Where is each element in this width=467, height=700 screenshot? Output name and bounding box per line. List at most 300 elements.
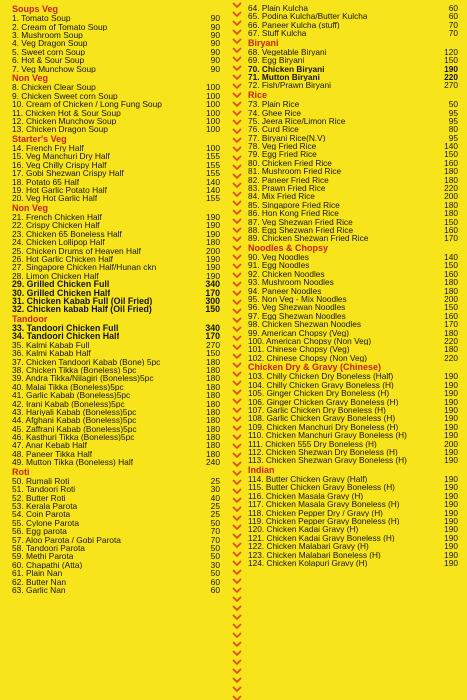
menu-item bbox=[248, 389, 458, 397]
menu-item-name: 66. Paneer Kulcha (stuff) bbox=[248, 20, 340, 30]
menu-item-name: 81. Mushroom Fried Rice bbox=[248, 167, 342, 176]
menu-item bbox=[12, 391, 220, 399]
menu-item-name: 54. Coin Parota bbox=[12, 510, 71, 519]
menu-item bbox=[248, 509, 458, 517]
menu-item bbox=[12, 144, 220, 152]
menu-item-price: 120 bbox=[444, 46, 458, 57]
menu-item bbox=[12, 194, 220, 202]
menu-item-name: 29. Grilled Chicken Full bbox=[12, 280, 110, 289]
menu-item bbox=[12, 152, 220, 160]
menu-item bbox=[12, 349, 220, 357]
menu-item-price: 90 bbox=[210, 30, 220, 41]
menu-item bbox=[12, 83, 220, 91]
menu-item-name: 118. Chicken Pepper Dry / Gravy (H) bbox=[248, 508, 383, 517]
menu-item bbox=[12, 519, 220, 527]
menu-item bbox=[12, 510, 220, 518]
menu-item-name: 92. Chicken Noodles bbox=[248, 269, 325, 279]
menu-item-name: 79. Egg Fried Rice bbox=[248, 150, 317, 159]
menu-item-price: 95 bbox=[448, 115, 458, 126]
menu-item-name: 58. Tandoori Parota bbox=[12, 544, 85, 553]
menu-item bbox=[248, 65, 458, 73]
menu-item-price: 30 bbox=[210, 484, 220, 495]
menu-item-name: 83. Prawn Fried Rice bbox=[248, 184, 326, 193]
menu-item bbox=[12, 100, 220, 108]
menu-item-price: 160 bbox=[444, 310, 458, 321]
menu-item-name: 75. Jeera Rice/Limon Rice bbox=[248, 116, 346, 126]
menu-item bbox=[12, 358, 220, 366]
menu-item-price: 190 bbox=[444, 482, 458, 493]
menu-item-name: 80. Chicken Fried Rice bbox=[248, 158, 332, 168]
menu-item-price: 95 bbox=[448, 132, 458, 143]
section-heading: Non Veg bbox=[12, 73, 49, 84]
menu-item-price: 95 bbox=[448, 107, 458, 118]
menu-item bbox=[248, 517, 458, 525]
menu-item bbox=[248, 559, 458, 567]
menu-item bbox=[248, 483, 458, 491]
menu-item-price: 150 bbox=[205, 304, 220, 315]
menu-item bbox=[248, 192, 458, 200]
menu-item-name: 107. Garlic Chicken Dry Boneless (H) bbox=[248, 405, 386, 415]
menu-item-price: 190 bbox=[444, 421, 458, 432]
menu-item-name: 27. Singapore Chicken Half/Hunan ckn bbox=[12, 263, 157, 272]
menu-item-price: 180 bbox=[444, 174, 458, 185]
menu-item-name: 73. Plain Rice bbox=[248, 100, 300, 109]
menu-item-price: 180 bbox=[206, 406, 220, 417]
menu-item-name: 18. Potato 65 Half bbox=[12, 177, 80, 186]
menu-item-price: 190 bbox=[444, 63, 458, 74]
menu-item-price: 170 bbox=[205, 331, 220, 342]
menu-item bbox=[12, 578, 220, 586]
menu-item bbox=[248, 448, 458, 456]
menu-item bbox=[12, 425, 220, 433]
menu-item-name: 63. Garlic Nan bbox=[12, 586, 66, 595]
menu-item-price: 90 bbox=[210, 13, 220, 24]
menu-item-price: 190 bbox=[444, 507, 458, 518]
menu-item-name: 113. Chicken Shezwan Gravy Boneless (H) bbox=[248, 456, 407, 465]
menu-item-price: 300 bbox=[205, 295, 220, 306]
menu-item-name: 6. Hot & Sour Soup bbox=[12, 56, 85, 65]
menu-item-name: 100. American Chopsy (Non Veg) bbox=[248, 336, 372, 346]
menu-item bbox=[248, 261, 458, 269]
menu-item bbox=[248, 73, 458, 81]
menu-item-name: 16. Veg Chilly Crispy Half bbox=[12, 160, 107, 170]
menu-item bbox=[248, 253, 458, 261]
menu-item bbox=[12, 178, 220, 186]
menu-item-price: 220 bbox=[444, 352, 458, 363]
section-heading: Biryani bbox=[248, 37, 279, 48]
menu-item bbox=[248, 176, 458, 184]
menu-item-name: 37. Chicken Tandoori Kabab (Bone) 5pc bbox=[12, 357, 161, 366]
menu-item-name: 57. Aloo Parota / Gobi Parota bbox=[12, 535, 121, 545]
menu-item-name: 34. Tandoori Chicken Half bbox=[12, 332, 120, 341]
menu-item-price: 190 bbox=[444, 446, 458, 457]
menu-item-name: 101. Chinese Chopsy (Veg) bbox=[248, 345, 350, 354]
menu-item-price: 200 bbox=[444, 191, 458, 202]
menu-item-price: 190 bbox=[444, 413, 458, 424]
menu-item-name: 33. Tandoori Chicken Full bbox=[12, 323, 119, 333]
menu-item-price: 40 bbox=[210, 492, 220, 503]
menu-item-price: 180 bbox=[444, 277, 458, 288]
menu-item-price: 180 bbox=[206, 381, 220, 392]
menu-item-price: 190 bbox=[444, 549, 458, 560]
chevron-divider bbox=[230, 0, 244, 700]
menu-item-name: 21. French Chicken Half bbox=[12, 213, 102, 222]
menu-item bbox=[248, 372, 458, 380]
menu-item bbox=[12, 586, 220, 594]
menu-item bbox=[12, 169, 220, 177]
menu-item-price: 190 bbox=[444, 371, 458, 382]
menu-item-price: 190 bbox=[206, 228, 220, 239]
menu-item-name: 8. Chicken Clear Soup bbox=[12, 83, 96, 92]
menu-item-name: 94. Paneer Noodles bbox=[248, 286, 322, 295]
menu-item-price: 180 bbox=[206, 390, 220, 401]
menu-item-price: 180 bbox=[206, 432, 220, 443]
menu-item-name: 19. Hot Garlic Potato Half bbox=[12, 185, 107, 195]
menu-item-name: 72. Fish/Prawn Biryani bbox=[248, 81, 332, 90]
menu-item-name: 71. Mutton Biryani bbox=[248, 73, 320, 82]
menu-item-price: 180 bbox=[206, 448, 220, 459]
menu-item-price: 200 bbox=[444, 438, 458, 449]
section-heading: Noodles & Chopsy bbox=[248, 242, 329, 253]
menu-column-left bbox=[12, 4, 220, 594]
menu-item-price: 160 bbox=[444, 224, 458, 235]
menu-item bbox=[248, 551, 458, 559]
menu-item bbox=[12, 247, 220, 255]
menu-item bbox=[12, 324, 220, 332]
menu-item-price: 190 bbox=[444, 499, 458, 510]
menu-item-price: 70 bbox=[448, 19, 458, 30]
menu-item-name: 93. Mushroom Noodles bbox=[248, 278, 334, 287]
menu-item-name: 9. Chicken Sweet corn Soup bbox=[12, 91, 118, 101]
menu-item-price: 160 bbox=[444, 268, 458, 279]
menu-item-price: 190 bbox=[206, 220, 220, 231]
menu-item-name: 44. Afghani Kabab (Boneless)5pc bbox=[12, 416, 137, 425]
menu-item bbox=[12, 297, 220, 305]
menu-item bbox=[12, 366, 220, 374]
menu-item-name: 67. Stuff Kulcha bbox=[248, 29, 307, 38]
menu-item-name: 49. Mutton Tikka (Boneless) Half bbox=[12, 458, 134, 467]
menu-item-name: 31. Chicken Kabab Full (Oil Fried) bbox=[12, 296, 153, 306]
menu-item-price: 60 bbox=[448, 11, 458, 22]
menu-item bbox=[12, 263, 220, 271]
menu-item-price: 170 bbox=[444, 233, 458, 244]
section-heading: Indian bbox=[248, 464, 275, 475]
menu-item-price: 100 bbox=[206, 90, 220, 101]
menu-item-price: 100 bbox=[206, 124, 220, 135]
menu-item bbox=[12, 238, 220, 246]
menu-item-name: 112. Chicken Shezwan Dry Boneless (H) bbox=[248, 447, 398, 457]
menu-item bbox=[248, 234, 458, 242]
menu-item-name: 43. Hariyali Kabab (Boneless)5pc bbox=[12, 407, 137, 417]
menu-item-name: 10. Cream of Chicken / Long Fung Soup bbox=[12, 100, 162, 109]
menu-item-price: 220 bbox=[444, 335, 458, 346]
menu-item-price: 180 bbox=[444, 327, 458, 338]
menu-item-price: 190 bbox=[444, 388, 458, 399]
menu-item-name: 53. Kerala Parota bbox=[12, 502, 78, 511]
menu-item-name: 69. Egg Biryani bbox=[248, 56, 305, 65]
menu-item-price: 160 bbox=[444, 157, 458, 168]
menu-item-price: 90 bbox=[210, 38, 220, 49]
menu-item bbox=[248, 542, 458, 550]
menu-item bbox=[248, 337, 458, 345]
menu-item-name: 111. Chicken 555 Dry Boneless (H) bbox=[248, 439, 377, 448]
menu-item-name: 5. Sweet corn Soup bbox=[12, 47, 86, 57]
menu-item-price: 170 bbox=[205, 287, 220, 298]
menu-item-price: 155 bbox=[206, 193, 220, 204]
menu-item-price: 90 bbox=[210, 63, 220, 74]
menu-item-name: 35. Kalmi Kabab Full bbox=[12, 340, 90, 350]
menu-item-name: 104. Chilly Chicken Gravy Boneless (H) bbox=[248, 380, 394, 390]
menu-item-name: 89. Chicken Shezwan Fried Rice bbox=[248, 234, 369, 243]
menu-item bbox=[248, 109, 458, 117]
menu-item bbox=[248, 218, 458, 226]
menu-item bbox=[248, 492, 458, 500]
menu-item-name: 117. Chicken Masala Gravy Boneless (H) bbox=[248, 500, 400, 509]
menu-item bbox=[248, 29, 458, 37]
menu-item-name: 48. Paneer Tikka Half bbox=[12, 449, 93, 459]
menu-item bbox=[12, 213, 220, 221]
menu-item-name: 105. Ginger Chicken Dry Boneless (H) bbox=[248, 389, 390, 398]
menu-item-price: 190 bbox=[444, 557, 458, 568]
menu-item-price: 140 bbox=[206, 176, 220, 187]
menu-item-price: 190 bbox=[444, 474, 458, 485]
menu-item-price: 100 bbox=[206, 142, 220, 153]
menu-item bbox=[12, 536, 220, 544]
menu-item-name: 64. Plain Kulcha bbox=[248, 4, 308, 13]
menu-item-price: 220 bbox=[444, 72, 458, 83]
menu-item-price: 190 bbox=[444, 455, 458, 466]
menu-item bbox=[12, 400, 220, 408]
menu-item bbox=[12, 416, 220, 424]
menu-item-name: 124. Chicken Kolapuri Gravy (H) bbox=[248, 558, 368, 568]
menu-item-price: 240 bbox=[206, 457, 220, 468]
menu-item-name: 114. Butter Chicken Gravy (Half) bbox=[248, 475, 368, 484]
menu-item-name: 91. Egg Noodles bbox=[248, 261, 310, 270]
menu-item-price: 150 bbox=[444, 302, 458, 313]
menu-item-price: 190 bbox=[444, 379, 458, 390]
menu-item-name: 38. Chicken Tikka (Boneless) 5pc bbox=[12, 365, 137, 375]
menu-item-name: 32. Chicken kabab Half (Oil Fried) bbox=[12, 305, 152, 314]
menu-item bbox=[12, 117, 220, 125]
menu-item-price: 150 bbox=[444, 260, 458, 271]
menu-item-name: 82. Paneer Fried Rice bbox=[248, 175, 329, 185]
menu-item bbox=[248, 381, 458, 389]
menu-item bbox=[12, 569, 220, 577]
menu-item-name: 95. Non Veg - Mix Noodles bbox=[248, 295, 347, 304]
menu-item bbox=[248, 184, 458, 192]
menu-item-price: 180 bbox=[206, 356, 220, 367]
menu-item-name: 13. Chicken Dragon Soup bbox=[12, 125, 108, 134]
menu-item-price: 340 bbox=[205, 322, 220, 333]
menu-item-name: 4. Veg Dragon Soup bbox=[12, 39, 88, 48]
menu-item bbox=[12, 527, 220, 535]
menu-item bbox=[12, 305, 220, 313]
menu-item-price: 70 bbox=[448, 28, 458, 39]
menu-item bbox=[12, 408, 220, 416]
section-heading: Starter's Veg bbox=[12, 133, 67, 144]
menu-item-price: 150 bbox=[206, 348, 220, 359]
menu-item-price: 170 bbox=[444, 319, 458, 330]
menu-item bbox=[248, 159, 458, 167]
menu-item bbox=[248, 226, 458, 234]
menu-item bbox=[12, 494, 220, 502]
menu-item bbox=[248, 48, 458, 56]
menu-item-name: 123. Chicken Malabari Boneless (H) bbox=[248, 550, 381, 559]
menu-item-name: 98. Chicken Shezwan Noodles bbox=[248, 320, 361, 329]
menu-item-price: 100 bbox=[206, 115, 220, 126]
menu-item-name: 108. Garlic Chicken Gravy Boneless (H) bbox=[248, 414, 396, 423]
menu-item-name: 7. Veg Munchow Soup bbox=[12, 64, 96, 74]
menu-item bbox=[248, 81, 458, 89]
menu-item-price: 190 bbox=[444, 430, 458, 441]
menu-item-name: 70. Chicken Biryani bbox=[248, 64, 325, 74]
menu-item-name: 28. Limon Chicken Half bbox=[12, 271, 99, 281]
menu-item-price: 70 bbox=[210, 534, 220, 545]
menu-item bbox=[12, 272, 220, 280]
menu-item bbox=[248, 423, 458, 431]
menu-item-name: 42. Irani Kabab (Boneless)5pc bbox=[12, 399, 125, 408]
menu-item-price: 190 bbox=[444, 404, 458, 415]
menu-item-name: 87. Veg Shezwan Fried Rice bbox=[248, 217, 353, 226]
menu-item bbox=[12, 289, 220, 297]
menu-item bbox=[12, 65, 220, 73]
menu-item-price: 180 bbox=[206, 237, 220, 248]
menu-item-price: 180 bbox=[444, 166, 458, 177]
menu-item-name: 61. Plain Nan bbox=[12, 569, 63, 578]
menu-item-price: 190 bbox=[444, 532, 458, 543]
section-heading: Soups Veg bbox=[12, 4, 59, 14]
menu-item-price: 60 bbox=[210, 585, 220, 595]
chevron-pattern-icon bbox=[233, 3, 241, 700]
menu-item-name: 62. Butter Nan bbox=[12, 577, 67, 586]
menu-item bbox=[248, 534, 458, 542]
menu-item bbox=[248, 12, 458, 20]
menu-item-price: 150 bbox=[444, 149, 458, 160]
menu-item-name: 11. Chicken Hot & Sour Soup bbox=[12, 108, 121, 117]
menu-item-name: 96. Veg Shezwan Noodles bbox=[248, 303, 346, 312]
menu-item-name: 68. Vegetable Biryani bbox=[248, 47, 327, 57]
section-heading: Chicken Dry & Gravy (Chinese) bbox=[248, 362, 382, 373]
menu-item bbox=[12, 23, 220, 31]
menu-item-price: 180 bbox=[444, 199, 458, 210]
menu-item bbox=[248, 398, 458, 406]
menu-item bbox=[12, 221, 220, 229]
menu-item-price: 150 bbox=[444, 216, 458, 227]
menu-item-price: 180 bbox=[206, 415, 220, 426]
menu-item-name: 76. Curd Rice bbox=[248, 125, 299, 134]
menu-item bbox=[248, 100, 458, 108]
menu-item-name: 17. Gobi Shezwan Crispy Half bbox=[12, 169, 124, 178]
menu-item-name: 40. Malai Tikka (Boneless)5pc bbox=[12, 382, 124, 392]
menu-item-name: 55. Cylone Parota bbox=[12, 518, 80, 528]
menu-item-price: 50 bbox=[210, 517, 220, 528]
menu-item-name: 23. Chicken 65 Boneless Half bbox=[12, 229, 122, 239]
menu-item bbox=[248, 209, 458, 217]
menu-item-price: 200 bbox=[206, 245, 220, 256]
menu-item-name: 109. Chicken Manchuri Dry Boneless (H) bbox=[248, 422, 399, 432]
menu-item bbox=[248, 345, 458, 353]
menu-item bbox=[248, 431, 458, 439]
menu-item bbox=[12, 39, 220, 47]
menu-item bbox=[12, 109, 220, 117]
menu-item-price: 90 bbox=[210, 55, 220, 66]
menu-item-name: 116. Chicken Masala Gravy (H) bbox=[248, 491, 364, 501]
menu-item-price: 270 bbox=[206, 339, 220, 350]
menu-item-price: 155 bbox=[206, 168, 220, 179]
menu-item bbox=[12, 31, 220, 39]
menu-item-name: 39. Andra Tikka/Nilagiri (Boneless)5pc bbox=[12, 374, 154, 383]
menu-item-price: 25 bbox=[210, 501, 220, 512]
menu-item bbox=[248, 525, 458, 533]
menu-item-price: 100 bbox=[206, 82, 220, 93]
menu-item bbox=[248, 320, 458, 328]
menu-item-price: 70 bbox=[210, 526, 220, 537]
menu-item-price: 190 bbox=[206, 253, 220, 264]
menu-item bbox=[12, 544, 220, 552]
section-heading: Tandoor bbox=[12, 313, 48, 324]
menu-item bbox=[12, 383, 220, 391]
menu-item-price: 140 bbox=[444, 141, 458, 152]
menu-item bbox=[12, 477, 220, 485]
menu-item bbox=[12, 230, 220, 238]
menu-item-name: 90. Veg Noodles bbox=[248, 253, 309, 262]
menu-item bbox=[248, 117, 458, 125]
menu-item-price: 25 bbox=[210, 475, 220, 486]
menu-item-price: 180 bbox=[206, 398, 220, 409]
menu-item-price: 180 bbox=[206, 440, 220, 451]
menu-item bbox=[248, 287, 458, 295]
menu-item-price: 190 bbox=[206, 270, 220, 281]
menu-item-name: 41. Garlic Kabab (Boneless)5pc bbox=[12, 391, 131, 400]
menu-item bbox=[12, 280, 220, 288]
menu-item bbox=[12, 450, 220, 458]
menu-item bbox=[12, 56, 220, 64]
menu-item bbox=[248, 295, 458, 303]
menu-item bbox=[12, 186, 220, 194]
menu-column-right bbox=[248, 4, 458, 567]
menu-item-name: 47. Anar Kebab Half bbox=[12, 441, 87, 450]
menu-item-price: 90 bbox=[210, 21, 220, 32]
menu-item-name: 121. Chicken Kadai Gravy Boneless (H) bbox=[248, 533, 395, 543]
menu-item-price: 180 bbox=[444, 285, 458, 296]
menu-item-name: 36. Kalmi Kabab Half bbox=[12, 349, 91, 358]
menu-item bbox=[12, 341, 220, 349]
menu-item bbox=[12, 332, 220, 340]
menu-item-name: 1. Tomato Soup bbox=[12, 14, 71, 23]
menu-item-price: 180 bbox=[206, 364, 220, 375]
menu-item-name: 119. Chicken Pepper Gravy Boneless (H) bbox=[248, 516, 400, 526]
menu-item-price: 190 bbox=[444, 490, 458, 501]
menu-item-name: 60. Chapathi (Atta) bbox=[12, 560, 83, 570]
menu-item-price: 30 bbox=[210, 559, 220, 570]
menu-item bbox=[248, 440, 458, 448]
menu-item-price: 155 bbox=[206, 159, 220, 170]
section-heading: Roti bbox=[12, 466, 30, 477]
menu-item-name: 51. Tandoori Roti bbox=[12, 485, 76, 494]
menu-item-name: 3. Mushroom Soup bbox=[12, 31, 83, 40]
menu-item-name: 22. Crispy Chicken Half bbox=[12, 221, 100, 230]
menu-item-price: 140 bbox=[206, 184, 220, 195]
menu-item bbox=[248, 134, 458, 142]
menu-item-name: 2. Cream of Tomato Soup bbox=[12, 22, 108, 32]
menu-item-price: 100 bbox=[206, 107, 220, 118]
menu-item-price: 190 bbox=[206, 262, 220, 273]
menu-item-name: 59. Methi Parota bbox=[12, 552, 74, 561]
menu-item-price: 190 bbox=[206, 212, 220, 222]
menu-item-price: 180 bbox=[206, 373, 220, 384]
menu-item-name: 110. Chicken Manchuri Gravy Boneless (H) bbox=[248, 431, 407, 440]
menu-item-price: 60 bbox=[448, 3, 458, 13]
